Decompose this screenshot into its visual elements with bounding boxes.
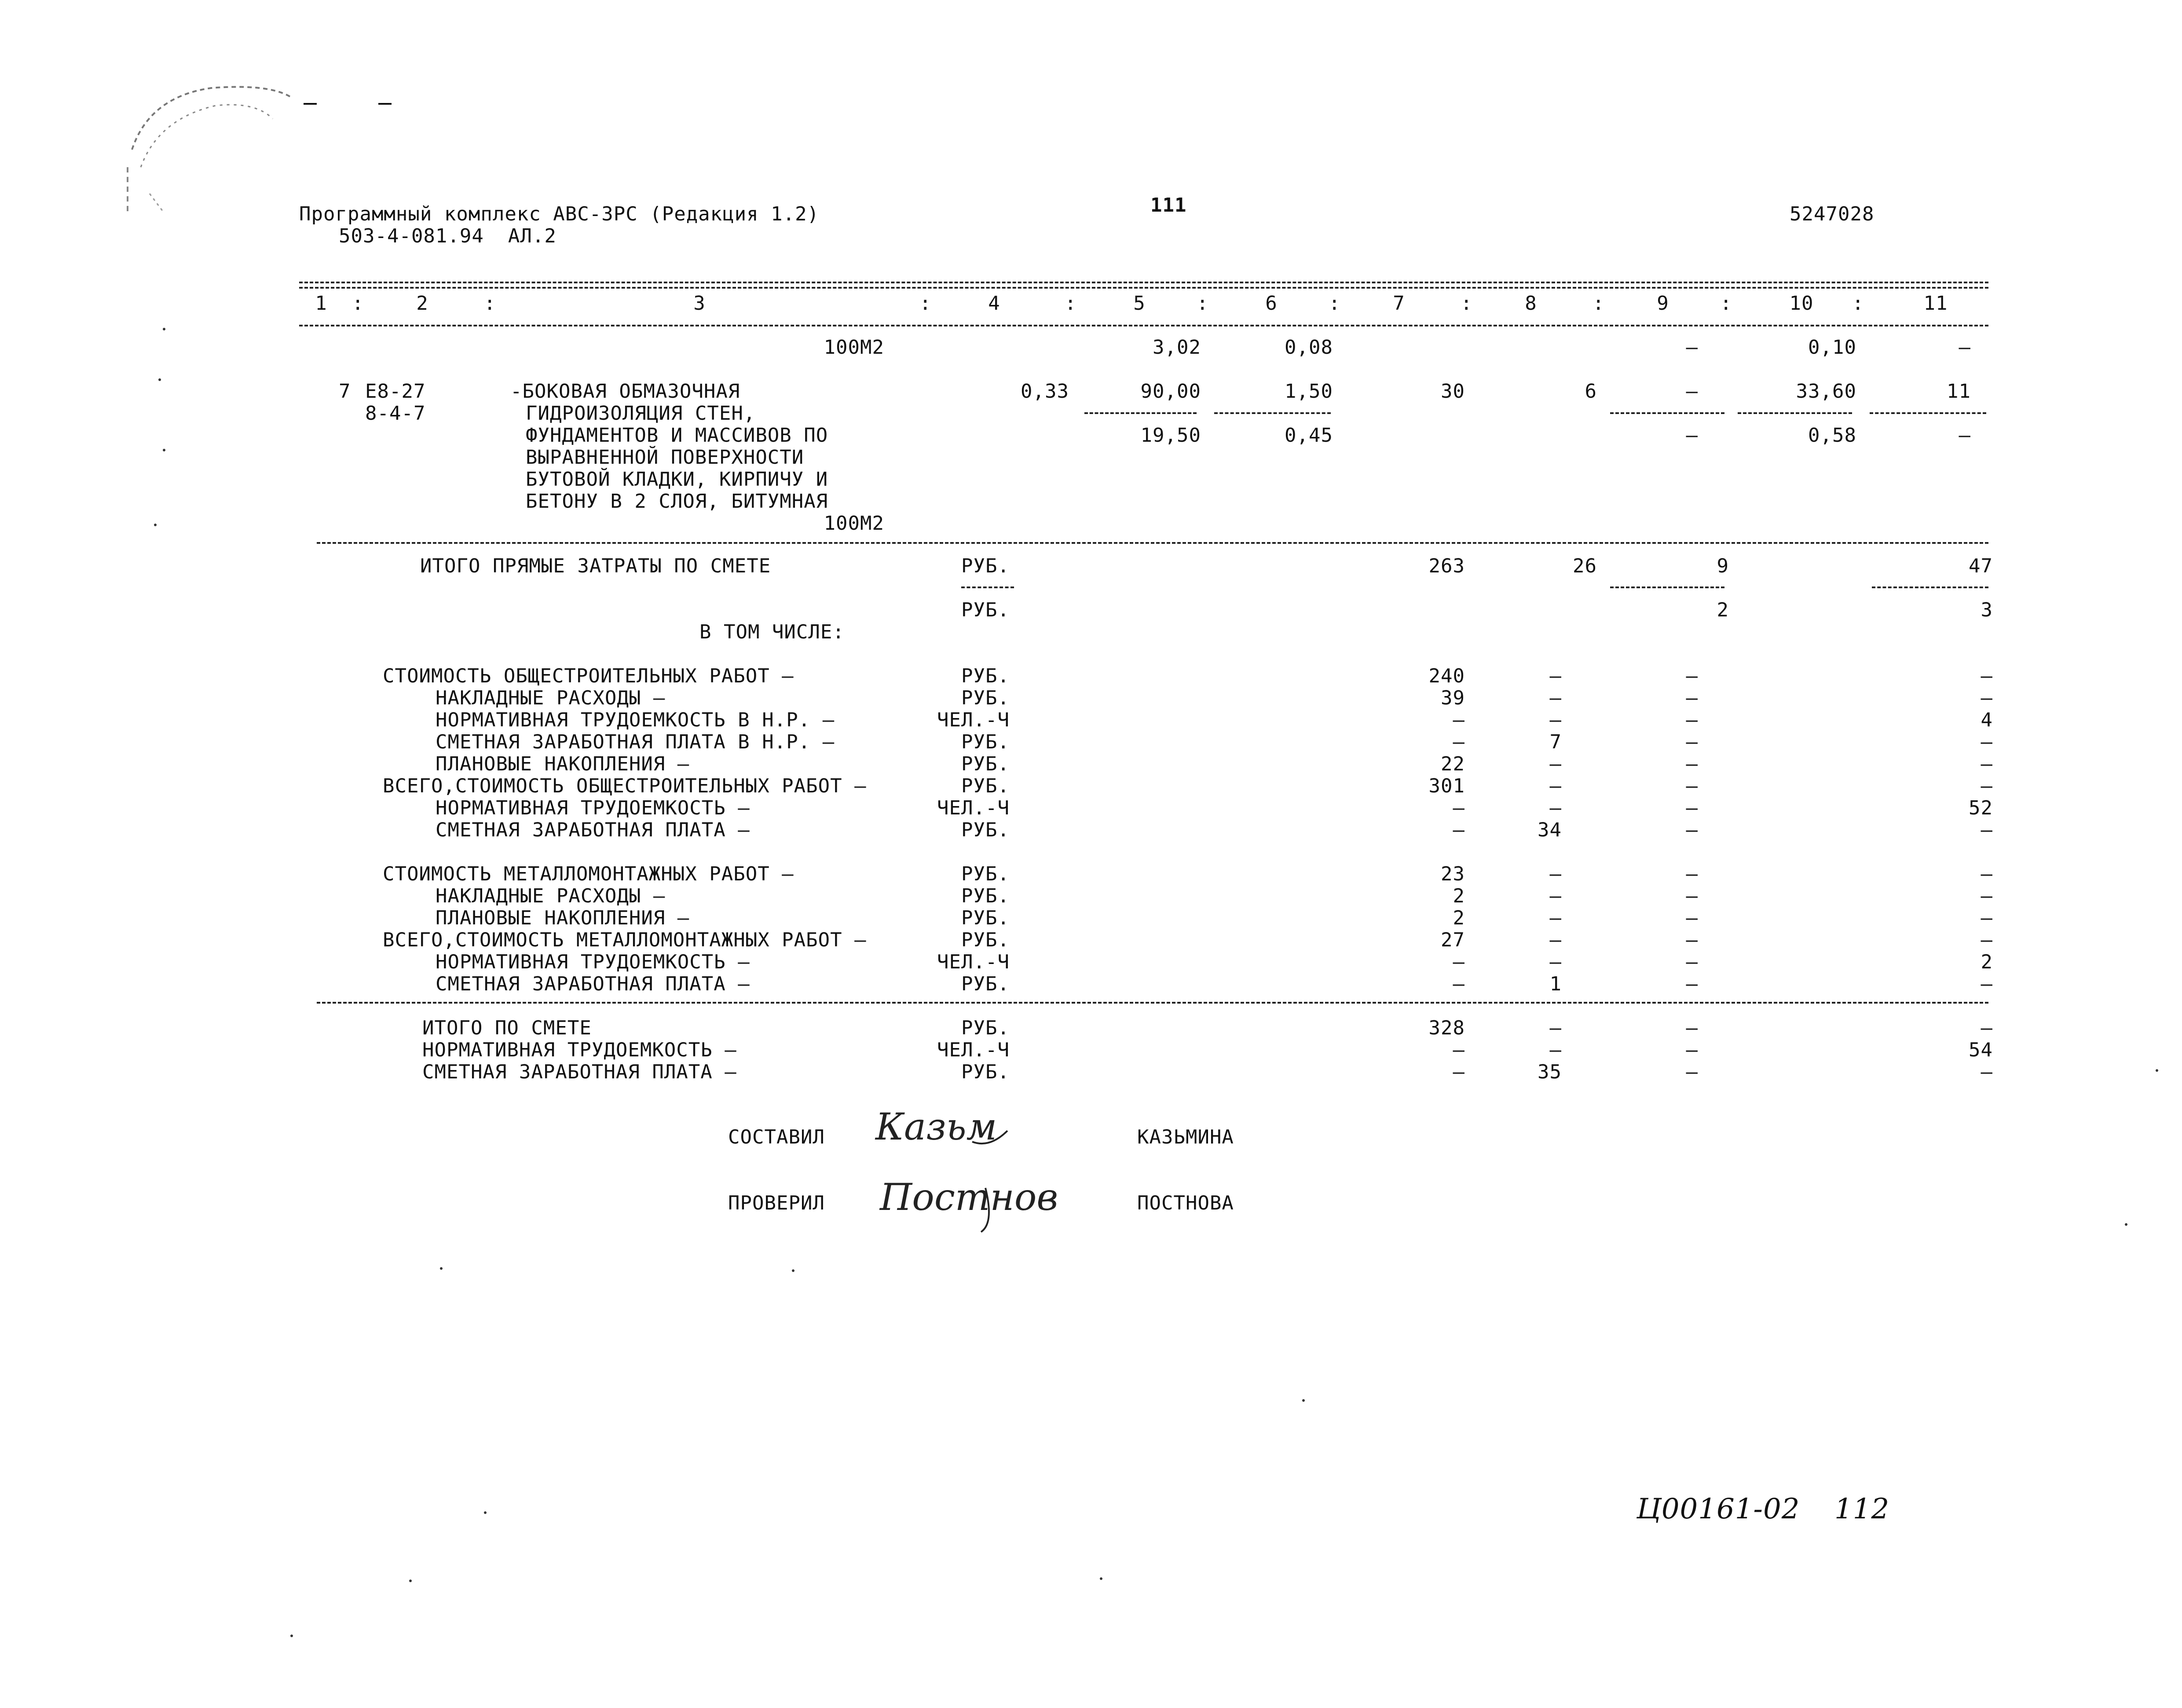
scan-speck [163, 328, 165, 330]
cell-9: – [1686, 973, 1698, 995]
col-sep: : [484, 292, 496, 315]
cell-7: – [1453, 973, 1465, 995]
cell-9: – [1686, 1017, 1698, 1039]
scan-speck [1100, 1577, 1102, 1580]
cell-9: – [1686, 687, 1698, 709]
underline-dash [1872, 586, 1988, 588]
cell-11: – [1981, 863, 1993, 885]
underline-dash [1084, 412, 1197, 414]
direct-costs-label: ИТОГО ПРЯМЫЕ ЗАТРАТЫ ПО СМЕТЕ [420, 555, 771, 577]
unit-cell: ЧЕЛ.-Ч [937, 709, 1010, 731]
cell-11: 11 [1947, 380, 1971, 403]
item-desc-line: БЕТОНУ В 2 СЛОЯ, БИТУМНАЯ [526, 490, 828, 513]
cell-8: 6 [1585, 380, 1597, 403]
cell-9: – [1686, 731, 1698, 753]
project-code: 503-4-081.94 АЛ.2 [339, 225, 556, 247]
unit-cell: РУБ. [961, 731, 1010, 753]
cell-11: – [1981, 1017, 1993, 1039]
col-3-header: 3 [693, 292, 706, 315]
cell-6: 1,50 [1285, 380, 1333, 403]
cell-8: – [1549, 753, 1562, 775]
table-top-rule [299, 282, 1988, 283]
col-2-header: 2 [416, 292, 428, 315]
cell-8: 26 [1573, 555, 1597, 577]
cell-6: 0,08 [1285, 336, 1333, 359]
cell-8: 35 [1538, 1061, 1562, 1083]
document-number: 5247028 [1790, 203, 1874, 225]
cell-9: – [1686, 885, 1698, 907]
cell-9b: – [1686, 424, 1698, 447]
col-9-header: 9 [1657, 292, 1669, 315]
cell-9: – [1686, 929, 1698, 951]
unit-cell: РУБ. [961, 863, 1010, 885]
scan-speck [409, 1580, 412, 1582]
cell-7: 240 [1428, 665, 1465, 687]
cell-7: 2 [1453, 885, 1465, 907]
cell-7: – [1453, 731, 1465, 753]
cell-11: 54 [1969, 1039, 1993, 1061]
row-label: ПЛАНОВЫЕ НАКОПЛЕНИЯ – [436, 753, 690, 775]
scan-speck [2156, 1069, 2158, 1072]
cell-10: 33,60 [1796, 380, 1856, 403]
unit-cell: РУБ. [961, 929, 1010, 951]
cell-5b: 19,50 [1140, 424, 1201, 447]
cell-8: – [1549, 863, 1562, 885]
cell-11: – [1981, 907, 1993, 929]
cell-8: 1 [1549, 973, 1562, 995]
unit-cell: РУБ. [961, 885, 1010, 907]
cell-11b: 3 [1981, 599, 1993, 621]
cell-8: – [1549, 929, 1562, 951]
cell-9: – [1686, 753, 1698, 775]
unit-cell: ЧЕЛ.-Ч [937, 797, 1010, 819]
unit-cell: РУБ. [961, 775, 1010, 797]
compiled-name: КАЗЬМИНА [1137, 1126, 1234, 1148]
row-label: ВСЕГО,СТОИМОСТЬ МЕТАЛЛОМОНТАЖНЫХ РАБОТ – [383, 929, 867, 951]
cell-8: – [1549, 687, 1562, 709]
unit-cell: РУБ. [961, 973, 1010, 995]
cell-9: 9 [1717, 555, 1729, 577]
col-sep: : [1461, 292, 1473, 315]
col-1-header: 1 [315, 292, 327, 315]
underline-dash [961, 586, 1014, 588]
item-desc-line: ГИДРОИЗОЛЯЦИЯ СТЕН, [526, 402, 756, 425]
cell-9: – [1686, 797, 1698, 819]
cell-9: – [1686, 863, 1698, 885]
cell-10: 0,10 [1808, 336, 1856, 359]
checked-label: ПРОВЕРИЛ [728, 1192, 825, 1214]
item-desc-line: -БОКОВАЯ ОБМАЗОЧНАЯ [510, 380, 740, 403]
row-label: ПЛАНОВЫЕ НАКОПЛЕНИЯ – [436, 907, 690, 929]
scan-speck [163, 449, 165, 451]
cell-11: 2 [1981, 951, 1993, 973]
archive-code: Ц00161-02 [1636, 1493, 1800, 1525]
row-label: НОРМАТИВНАЯ ТРУДОЕМКОСТЬ – [422, 1039, 737, 1061]
compiled-signature-text: Казьм [875, 1105, 997, 1148]
col-sep: : [1197, 292, 1209, 315]
cell-9: – [1686, 709, 1698, 731]
item-code: Е8-27 [365, 380, 426, 403]
cell-11: 47 [1969, 555, 1993, 577]
row-label: СМЕТНАЯ ЗАРАБОТНАЯ ПЛАТА В Н.Р. – [436, 731, 835, 753]
col-5-header: 5 [1133, 292, 1146, 315]
cell-8: – [1549, 907, 1562, 929]
cell-9b: 2 [1717, 599, 1729, 621]
item-desc-line: БУТОВОЙ КЛАДКИ, КИРПИЧУ И [526, 468, 828, 491]
section-rule [317, 542, 1988, 544]
table-header-rule [299, 325, 1988, 326]
cell-7: – [1453, 1061, 1465, 1083]
page-mark: 111 [1150, 194, 1187, 216]
col-sep: : [1593, 292, 1605, 315]
scan-speck [792, 1269, 794, 1272]
row-label: НОРМАТИВНАЯ ТРУДОЕМКОСТЬ – [436, 797, 750, 819]
underline-dash [1738, 412, 1852, 414]
cell-5: 3,02 [1153, 336, 1201, 359]
unit-cell: РУБ. [961, 555, 1010, 577]
unit-cell: 100М2 [824, 512, 884, 535]
scan-speck [440, 1267, 443, 1270]
cell-11: – [1981, 731, 1993, 753]
item-desc-line: ВЫРАВНЕННОЙ ПОВЕРХНОСТИ [526, 446, 804, 469]
scan-speck [290, 1635, 293, 1637]
col-sep: : [1329, 292, 1341, 315]
unit-cell: РУБ. [961, 753, 1010, 775]
cell-7: 23 [1441, 863, 1465, 885]
unit-cell: РУБ. [961, 819, 1010, 841]
cell-9: – [1686, 665, 1698, 687]
item-code-2: 8-4-7 [365, 402, 426, 425]
col-4-header: 4 [988, 292, 1000, 315]
cell-11: – [1981, 1061, 1993, 1083]
underline-dash [1610, 586, 1724, 588]
col-6-header: 6 [1265, 292, 1278, 315]
row-label: ИТОГО ПО СМЕТЕ [422, 1017, 592, 1039]
cell-7: 328 [1428, 1017, 1465, 1039]
col-sep: : [352, 292, 364, 315]
item-desc-line: ФУНДАМЕНТОВ И МАССИВОВ ПО [526, 424, 828, 447]
compiled-label: СОСТАВИЛ [728, 1126, 825, 1148]
cell-8: – [1549, 1017, 1562, 1039]
cell-9: – [1686, 819, 1698, 841]
cell-11: 52 [1969, 797, 1993, 819]
unit-cell: РУБ. [961, 907, 1010, 929]
cell-11: – [1981, 973, 1993, 995]
row-label: НОРМАТИВНАЯ ТРУДОЕМКОСТЬ В Н.Р. – [436, 709, 835, 731]
row-label: ВСЕГО,СТОИМОСТЬ ОБЩЕСТРОИТЕЛЬНЫХ РАБОТ – [383, 775, 867, 797]
cell-11: – [1981, 819, 1993, 841]
row-label: СМЕТНАЯ ЗАРАБОТНАЯ ПЛАТА – [436, 973, 750, 995]
cell-9: – [1686, 907, 1698, 929]
program-title: Программный комплекс АВС-3РС (Редакция 1.2) [299, 203, 820, 225]
page-number: 112 [1834, 1493, 1890, 1525]
cell-7: – [1453, 709, 1465, 731]
scan-speck [1302, 1399, 1305, 1402]
checked-name: ПОСТНОВА [1137, 1192, 1234, 1214]
cell-7: – [1453, 797, 1465, 819]
cell-11: – [1959, 336, 1971, 359]
cell-9: – [1686, 1039, 1698, 1061]
unit-cell: РУБ. [961, 687, 1010, 709]
cell-5: 90,00 [1140, 380, 1201, 403]
item-number: 7 [339, 380, 351, 403]
cell-8: – [1549, 709, 1562, 731]
cell-7: 2 [1453, 907, 1465, 929]
cell-8: – [1549, 885, 1562, 907]
cell-7: 39 [1441, 687, 1465, 709]
cell-7: – [1453, 1039, 1465, 1061]
col-sep: : [1852, 292, 1864, 315]
col-sep: : [1720, 292, 1732, 315]
underline-dash [1870, 412, 1986, 414]
cell-8: 7 [1549, 731, 1562, 753]
cell-9: – [1686, 775, 1698, 797]
checked-signature [875, 1162, 1058, 1236]
cell-9: – [1686, 951, 1698, 973]
cell-11: – [1981, 885, 1993, 907]
section-rule [317, 1002, 1988, 1004]
col-8-header: 8 [1525, 292, 1537, 315]
col-sep: : [1065, 292, 1077, 315]
cell-9: – [1686, 1061, 1698, 1083]
cell-7: 263 [1428, 555, 1465, 577]
cell-6b: 0,45 [1285, 424, 1333, 447]
col-10-header: 10 [1789, 292, 1814, 315]
col-11-header: 11 [1923, 292, 1948, 315]
checked-signature-text: Постнов [880, 1176, 1058, 1219]
scan-speck [2125, 1223, 2127, 1226]
underline-dash [1214, 412, 1331, 414]
col-7-header: 7 [1393, 292, 1405, 315]
scan-speck [158, 378, 161, 381]
scan-speck [484, 1511, 487, 1514]
cell-4: 0,33 [1021, 380, 1069, 403]
cell-10b: 0,58 [1808, 424, 1856, 447]
cell-9: – [1686, 336, 1698, 359]
cell-11: – [1981, 687, 1993, 709]
unit-cell: РУБ. [961, 599, 1010, 621]
unit-cell: 100М2 [824, 336, 884, 359]
row-label: СМЕТНАЯ ЗАРАБОТНАЯ ПЛАТА – [436, 819, 750, 841]
row-label: СТОИМОСТЬ ОБЩЕСТРОИТЕЛЬНЫХ РАБОТ – [383, 665, 794, 687]
row-label: СТОИМОСТЬ МЕТАЛЛОМОНТАЖНЫХ РАБОТ – [383, 863, 794, 885]
underline-dash [1610, 412, 1724, 414]
unit-cell: ЧЕЛ.-Ч [937, 1039, 1010, 1061]
scan-speck [154, 524, 157, 526]
cell-8: – [1549, 665, 1562, 687]
cell-11: – [1981, 753, 1993, 775]
cell-8: 34 [1538, 819, 1562, 841]
cell-8: – [1549, 797, 1562, 819]
cell-11: – [1981, 929, 1993, 951]
cell-7: 27 [1441, 929, 1465, 951]
row-label: НАКЛАДНЫЕ РАСХОДЫ – [436, 687, 666, 709]
row-label: СМЕТНАЯ ЗАРАБОТНАЯ ПЛАТА – [422, 1061, 737, 1083]
unit-cell: РУБ. [961, 665, 1010, 687]
table-top-rule-2 [299, 287, 1988, 289]
unit-cell: РУБ. [961, 1061, 1010, 1083]
cell-8: – [1549, 951, 1562, 973]
cell-7: – [1453, 951, 1465, 973]
compiled-signature [871, 1100, 1016, 1166]
including-heading: В ТОМ ЧИСЛЕ: [699, 621, 845, 643]
cell-11: – [1981, 775, 1993, 797]
corner-stamp-mark [123, 79, 352, 229]
unit-cell: ЧЕЛ.-Ч [937, 951, 1010, 973]
unit-cell: РУБ. [961, 1017, 1010, 1039]
col-sep: : [919, 292, 932, 315]
cell-11b: – [1959, 424, 1971, 447]
cell-9: – [1686, 380, 1698, 403]
cell-8: – [1549, 1039, 1562, 1061]
cell-8: – [1549, 775, 1562, 797]
cell-7: 301 [1428, 775, 1465, 797]
cell-11: 4 [1981, 709, 1993, 731]
cell-7: 30 [1441, 380, 1465, 403]
row-label: НОРМАТИВНАЯ ТРУДОЕМКОСТЬ – [436, 951, 750, 973]
cell-7: 22 [1441, 753, 1465, 775]
cell-7: – [1453, 819, 1465, 841]
cell-11: – [1981, 665, 1993, 687]
row-label: НАКЛАДНЫЕ РАСХОДЫ – [436, 885, 666, 907]
